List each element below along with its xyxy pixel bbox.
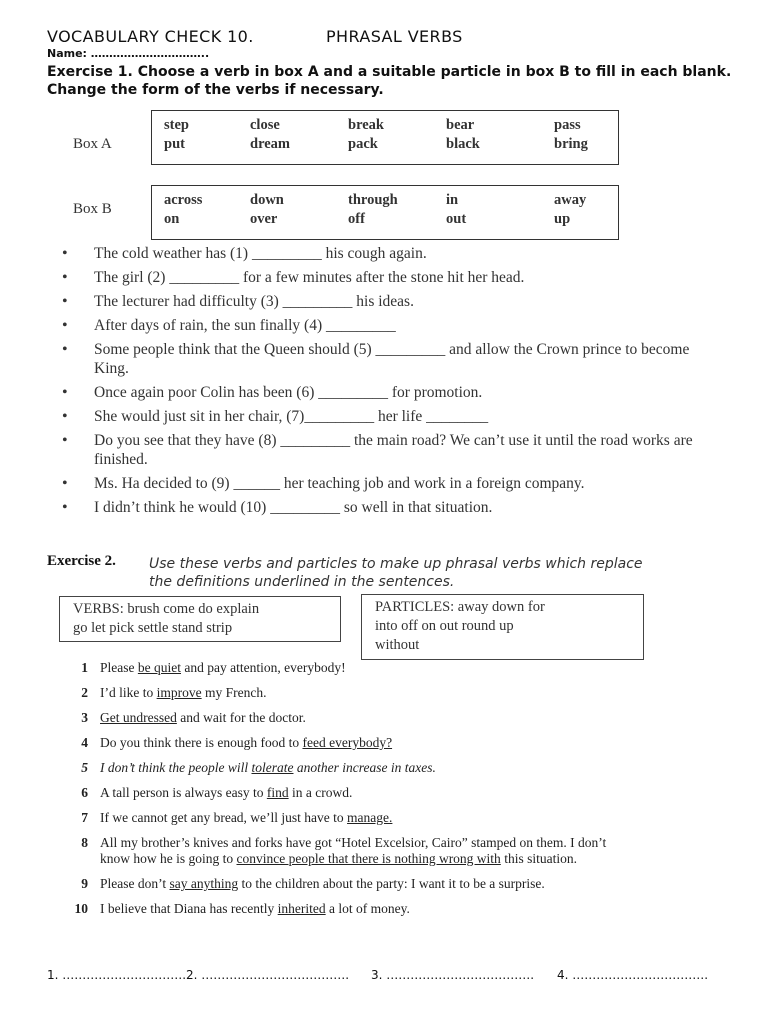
list-item: [70, 660, 630, 676]
box-a-label: Box A: [73, 136, 112, 152]
verbs-line: go let pick settle stand strip: [73, 620, 233, 636]
list-item: [62, 431, 702, 469]
item-number: 9: [81, 876, 88, 891]
box-b-word: in: [446, 192, 459, 208]
worksheet-title: VOCABULARY CHECK 10.: [47, 27, 254, 46]
list-item: [70, 785, 630, 801]
exercise2-instruction: Use these verbs and particles to make up phrasal verbs which replace the definitions underlined in the sentences.: [149, 556, 643, 590]
box-b-word: out: [446, 211, 467, 227]
list-item: [70, 835, 630, 867]
particles-line: without: [375, 637, 420, 653]
exercise1-instruction: Exercise 1. Choose a verb in box A and a suitable particle in box B to fill in each blank. Change the form of the verbs if necessary.: [47, 64, 732, 98]
box-a-word: dream: [250, 136, 291, 152]
box-b-word: across: [164, 192, 203, 208]
bullet-icon: •: [62, 245, 68, 262]
underlined-definition: find: [266, 785, 289, 800]
worksheet-topic: PHRASAL VERBS: [326, 27, 463, 46]
list-item: [70, 735, 630, 751]
list-item: [62, 316, 702, 335]
box-b: [151, 185, 619, 240]
item-post: in a crowd.: [288, 785, 353, 800]
box-b-word: over: [250, 211, 278, 227]
underlined-definition: tolerate: [251, 760, 294, 775]
box-a-words: [164, 117, 614, 153]
list-item: [70, 760, 630, 776]
list-item: [62, 407, 702, 426]
item-pre: Please don’t: [100, 876, 170, 891]
box-a: [151, 110, 619, 165]
item-post: this situation.: [500, 851, 577, 866]
list-item: [62, 474, 702, 493]
box-b-word: down: [250, 192, 284, 208]
item-pre: I believe that Diana has recently: [100, 901, 278, 916]
item-pre: I don’t think the people will: [100, 760, 252, 775]
list-item: [70, 685, 630, 701]
underlined-definition: manage.: [347, 810, 393, 825]
item-number: 4: [81, 735, 88, 750]
underlined-definition: convince people that there is nothing wrong with: [236, 851, 501, 866]
item-number: 3: [81, 710, 88, 725]
box-a-word: pass: [554, 117, 581, 133]
bullet-icon: •: [62, 499, 68, 516]
item-pre: If we cannot get any bread, we’ll just have to: [100, 810, 348, 825]
particles-line: into off on out round up: [375, 618, 514, 634]
name-line: Name: …………………………..: [47, 47, 210, 60]
box-a-word: bring: [554, 136, 588, 152]
box-b-word: up: [554, 211, 571, 227]
item-post: and pay attention, everybody!: [181, 660, 346, 675]
item-text: She would just sit in her chair, (7)_________ her life ________: [94, 408, 489, 425]
list-item: [70, 876, 630, 892]
list-item: [70, 710, 630, 726]
bullet-icon: •: [62, 384, 68, 401]
particles-box: [361, 594, 644, 660]
box-a-word: pack: [348, 136, 378, 152]
item-text: Some people think that the Queen should (5) _________ and allow the Crown prince to become King.: [94, 341, 690, 377]
underlined-definition: be quiet: [137, 660, 181, 675]
item-pre: I’d like to: [100, 685, 157, 700]
item-pre: All my brother’s knives and forks have got “Hotel Excelsior, Cairo” stamped on them. I don’t know how he is going to: [100, 835, 607, 866]
list-item: [62, 498, 702, 517]
item-number: 2: [81, 685, 88, 700]
item-post: to the children about the party: I want it to be a surprise.: [238, 876, 545, 891]
box-a-word: put: [164, 136, 185, 152]
list-item: [62, 383, 702, 402]
underlined-definition: Get undressed: [100, 710, 177, 725]
item-text: Ms. Ha decided to (9) ______ her teaching job and work in a foreign company.: [94, 475, 585, 492]
item-number: 8: [81, 835, 88, 850]
bullet-icon: •: [62, 475, 68, 492]
box-a-word: bear: [446, 117, 475, 133]
item-text: Once again poor Colin has been (6) _________ for promotion.: [94, 384, 483, 401]
item-pre: A tall person is always easy to: [100, 785, 267, 800]
box-b-word: away: [554, 192, 587, 208]
item-text: After days of rain, the sun finally (4) _________: [94, 317, 396, 334]
list-item: [62, 292, 702, 311]
item-pre: Please: [100, 660, 138, 675]
box-b-words: [164, 192, 614, 228]
particles-line: PARTICLES: away down for: [375, 599, 545, 615]
item-text: The cold weather has (1) _________ his cough again.: [94, 245, 427, 262]
exercise2-list: [70, 660, 630, 926]
answer-1: 1. ………………………….: [47, 968, 187, 982]
underlined-definition: say anything: [169, 876, 239, 891]
item-post: another increase in taxes.: [293, 760, 436, 775]
box-a-word: black: [446, 136, 480, 152]
item-text: The girl (2) _________ for a few minutes after the stone hit her head.: [94, 269, 525, 286]
box-a-word: step: [164, 117, 189, 133]
underlined-definition: improve: [156, 685, 202, 700]
item-number: 5: [81, 760, 88, 775]
box-a-word: break: [348, 117, 384, 133]
list-item: [70, 810, 630, 826]
verbs-box: [59, 596, 341, 642]
bullet-icon: •: [62, 432, 68, 449]
bullet-icon: •: [62, 408, 68, 425]
bullet-icon: •: [62, 341, 68, 358]
box-b-word: through: [348, 192, 398, 208]
item-number: 7: [81, 810, 88, 825]
box-a-word: close: [250, 117, 280, 133]
item-text: The lecturer had difficulty (3) _________ his ideas.: [94, 293, 414, 310]
answer-2: 2. ……………………………….: [186, 968, 350, 982]
exercise2-label: Exercise 2.: [47, 553, 116, 569]
item-number: 10: [74, 901, 88, 916]
answer-4: 4. …………………………….: [557, 968, 709, 982]
bullet-icon: •: [62, 293, 68, 310]
list-item: [70, 901, 630, 917]
item-number: 6: [81, 785, 88, 800]
bullet-icon: •: [62, 317, 68, 334]
answer-3: 3. ……………………………….: [371, 968, 535, 982]
item-post: a lot of money.: [325, 901, 410, 916]
exercise1-list: [62, 244, 702, 522]
box-b-word: on: [164, 211, 180, 227]
item-post: and wait for the doctor.: [176, 710, 306, 725]
item-post: my French.: [201, 685, 267, 700]
bullet-icon: •: [62, 269, 68, 286]
list-item: [62, 244, 702, 263]
underlined-definition: feed everybody?: [302, 735, 393, 750]
item-number: 1: [81, 660, 88, 675]
verbs-line: VERBS: brush come do explain: [73, 601, 260, 617]
box-b-label: Box B: [73, 201, 112, 217]
list-item: [62, 268, 702, 287]
item-text: Do you see that they have (8) _________ the main road? We can’t use it until the road works are finished.: [94, 432, 693, 468]
item-text: I didn’t think he would (10) _________ so well in that situation.: [94, 499, 493, 516]
underlined-definition: inherited: [277, 901, 326, 916]
box-b-word: off: [348, 211, 365, 227]
list-item: [62, 340, 702, 378]
item-pre: Do you think there is enough food to: [100, 735, 303, 750]
